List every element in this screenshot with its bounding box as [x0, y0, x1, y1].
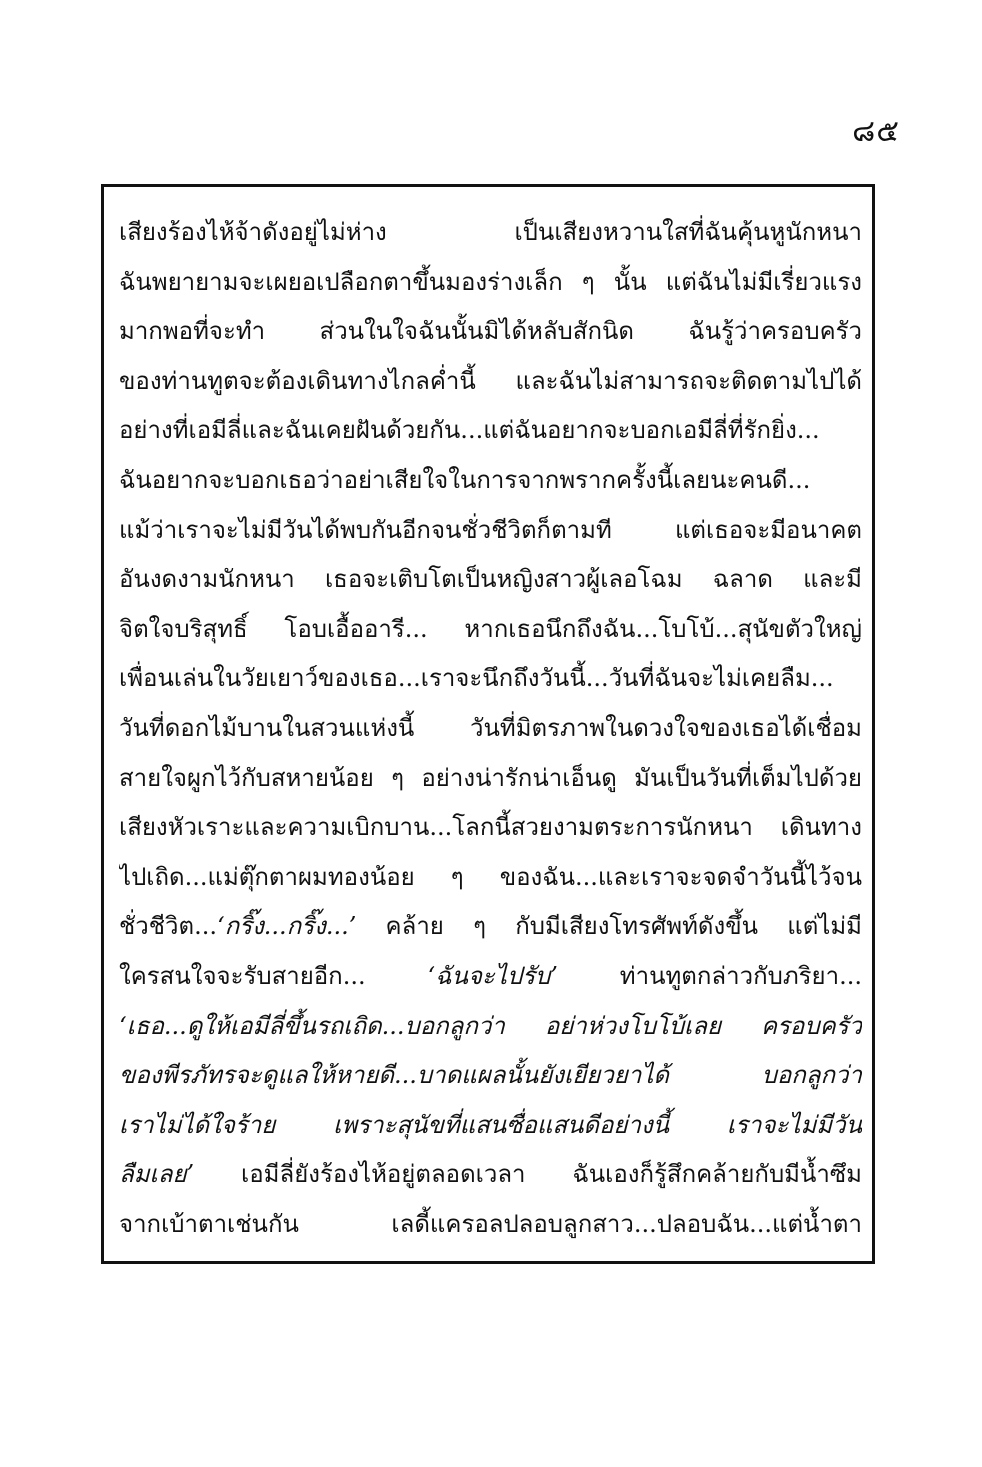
text-line — [119, 902, 862, 952]
text-line — [119, 1101, 862, 1151]
text-line — [119, 456, 862, 506]
text-segment: อย่างที่เอมีลี่และฉันเคยฝันด้วยกัน...แต่ฉันอยากจะบอกเอมีลี่ที่รักยิ่ง... — [119, 416, 820, 445]
italic-text-segment: ลืมเลย’ — [119, 1160, 195, 1189]
text-segment: ชั่วชีวิต... — [119, 912, 218, 941]
text-line — [119, 803, 862, 853]
text-segment: เสียงร้องไห้จ้าดังอยู่ไม่ห่าง เป็นเสียงหวานใสที่ฉันคุ้นหูนักหนา — [119, 218, 862, 246]
text-segment: มากพอที่จะทำ ส่วนในใจฉันนั้นมิได้หลับสักนิด ฉันรู้ว่าครอบครัว — [119, 317, 862, 346]
italic-text-segment: เราไม่ได้ใจร้าย เพราะสุนัขที่แสนซื่อแสนดีอย่างนี้ เราจะไม่มีวัน — [119, 1110, 862, 1139]
text-segment: อันงดงามนักหนา เธอจะเติบโตเป็นหญิงสาวผู้เลอโฉม ฉลาด และมี — [119, 565, 862, 594]
text-segment: ใครสนใจจะรับสายอีก... — [119, 961, 428, 990]
text-line — [119, 952, 862, 1002]
text-line — [119, 357, 862, 407]
italic-text-segment: ‘เธอ...ดูให้เอมีลี่ขึ้นรถเถิด...บอกลูกว่า อย่าห่วงโบโบ้เลย ครอบครัว — [119, 1011, 862, 1040]
text-segment: จิตใจบริสุทธิ์ โอบเอื้ออารี... หากเธอนึกถึงฉัน...โบโบ้...สุนัขตัวใหญ่ — [119, 614, 862, 643]
text-line — [119, 1002, 862, 1052]
italic-text-segment: ‘ฉันจะไปรับ’ — [427, 961, 558, 990]
text-segment: เอมีลี่ยังร้องไห้อยู่ตลอดเวลา ฉันเองก็รู้สึกคล้ายกับมีน้ำซึม — [194, 1160, 862, 1189]
text-segment: ท่านทูตกล่าวกับภริยา... — [557, 961, 862, 990]
text-line — [119, 1150, 862, 1200]
text-segment: ไปเถิด...แม่ตุ๊กตาผมทองน้อย ๆ ของฉัน...และเราจะจดจำวันนี้ไว้จน — [119, 862, 862, 891]
text-segment: จากเบ้าตาเช่นกัน เลดี้แครอลปลอบลูกสาว...ปลอบฉัน...แต่น้ำตา — [119, 1209, 862, 1238]
text-segment: เพื่อนเล่นในวัยเยาว์ของเธอ...เราจะนึกถึงวันนี้...วันที่ฉันจะไม่เคยลืม... — [119, 664, 834, 693]
text-line — [119, 853, 862, 903]
text-segment: วันที่ดอกไม้บานในสวนแห่งนี้ วันที่มิตรภาพในดวงใจของเธอได้เชื่อม — [119, 713, 862, 742]
italic-text-segment: ของพีรภัทรจะดูแลให้หายดี...บาดแผลนั้นยังเยียวยาได้ บอกลูกว่า — [119, 1061, 862, 1090]
text-segment: ฉันพยายามจะเผยอเปลือกตาขึ้นมองร่างเล็ก ๆ นั้น แต่ฉันไม่มีเรี่ยวแรง — [119, 267, 862, 296]
text-segment: แม้ว่าเราจะไม่มีวันได้พบกันอีกจนชั่วชีวิตก็ตามที แต่เธอจะมีอนาคต — [119, 515, 862, 544]
text-line — [119, 1051, 862, 1101]
text-line — [119, 406, 862, 456]
text-line — [119, 258, 862, 308]
text-frame — [101, 184, 875, 1264]
text-segment: ฉันอยากจะบอกเธอว่าอย่าเสียใจในการจากพรากครั้งนี้เลยนะคนดี... — [119, 465, 811, 494]
text-line — [119, 654, 862, 704]
text-line — [119, 605, 862, 655]
text-segment: คล้าย ๆ กับมีเสียงโทรศัพท์ดังขึ้น แต่ไม่มี — [356, 912, 862, 941]
text-segment: สายใจผูกไว้กับสหายน้อย ๆ อย่างน่ารักน่าเอ็นดู มันเป็นวันที่เต็มไปด้วย — [119, 763, 862, 792]
text-line — [119, 506, 862, 556]
text-segment: ของท่านทูตจะต้องเดินทางไกลค่ำนี้ และฉันไม่สามารถจะติดตามไปได้ — [119, 366, 862, 395]
text-line — [119, 555, 862, 605]
text-line — [119, 1200, 862, 1250]
text-segment: เสียงหัวเราะและความเบิกบาน...โลกนี้สวยงามตระการนักหนา เดินทาง — [119, 813, 862, 842]
text-line — [119, 754, 862, 804]
page-number: ๘๕ — [852, 114, 900, 149]
text-line — [119, 208, 862, 258]
italic-text-segment: ‘กริ๊ง...กริ๊ง...’ — [217, 912, 357, 941]
body-text — [119, 208, 862, 1249]
text-line — [119, 704, 862, 754]
text-line — [119, 307, 862, 357]
